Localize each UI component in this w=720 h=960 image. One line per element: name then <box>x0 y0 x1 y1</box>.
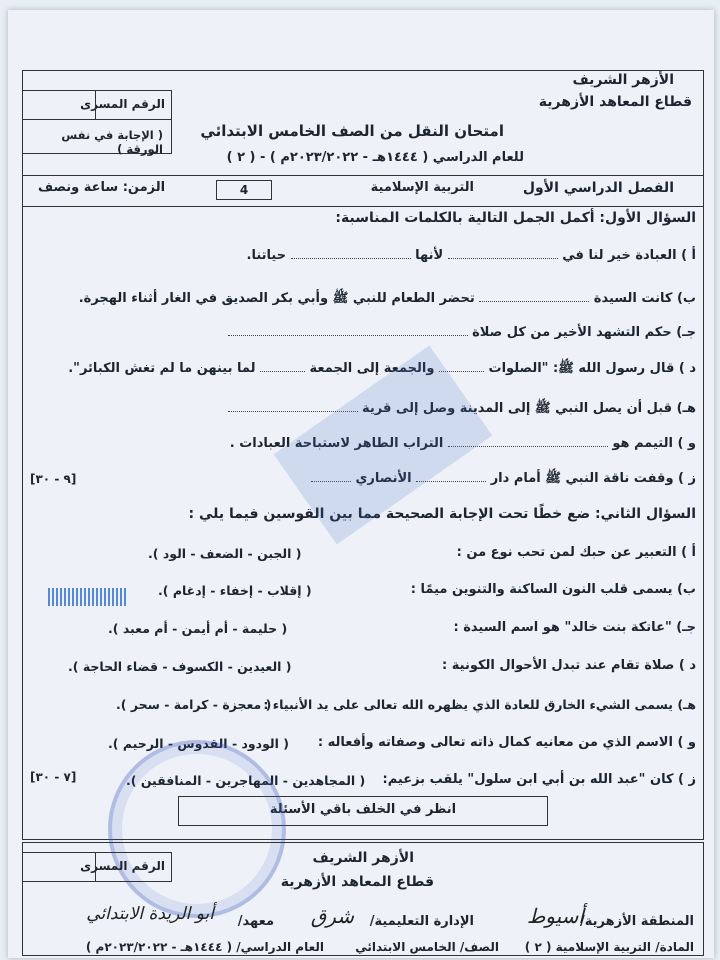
q1-title: السؤال الأول: أكمل الجمل التالية بالكلمات المناسبة: <box>335 210 696 226</box>
q2-options-f[interactable]: ( الودود - القدوس - الرحيم ). <box>108 736 289 751</box>
q2-options-c[interactable]: ( حليمة - أم أيمن - أم معبد ). <box>108 621 288 636</box>
subject-label: التربية الإسلامية <box>370 180 474 195</box>
q1-item-b[interactable]: ب) كانت السيدة تحضر الطعام للنبي ﷺ وأبي بكر الصديق في الغار أثناء الهجرة. <box>78 291 696 306</box>
footer-org-subtitle: قطاع المعاهد الأزهرية <box>280 874 434 890</box>
back-note-box: انظر في الخلف باقي الأسئلة <box>178 796 548 826</box>
divider <box>22 206 704 207</box>
q1-score: [٩ - ٣٠] <box>30 472 77 486</box>
institute-label: معهد/ <box>237 914 274 929</box>
q2-item-b: ب) يسمى قلب النون الساكنة والتنوين ميمًا : <box>410 582 696 597</box>
footer-grade: الصف/ الخامس الابتدائي <box>355 940 499 954</box>
q2-score: [٧ - ٣٠] <box>30 770 77 784</box>
institute-value[interactable]: أبو الريدة الابتدائي <box>86 904 214 924</box>
q2-title: السؤال الثاني: ضع خطًا تحت الإجابة الصحيحة مما بين القوسين فيما يلي : <box>188 506 696 522</box>
q2-item-e: هـ) يسمى الشيء الخارق للعادة الذي يظهره الله تعالى على يد الأنبياء : <box>263 697 696 712</box>
q1-item-g[interactable]: ز ) وقفت ناقة النبي ﷺ أمام دار الأنصاري <box>311 470 696 489</box>
seat-number-label: الرقم المسرى <box>80 97 165 111</box>
term-label: الفصل الدراسي الأول <box>522 180 674 196</box>
exam-sheet <box>8 10 714 958</box>
q2-item-c: جـ) "عاتكة بنت خالد" هو اسم السيدة : <box>453 620 696 635</box>
barcode-sticker <box>48 588 126 606</box>
divider <box>22 175 704 176</box>
q2-options-g[interactable]: ( المجاهدين - المهاجرين - المنافقين ). <box>126 773 366 788</box>
q1-item-f[interactable]: و ) التيمم هو التراب الطاهر لاستباحة العبادات . <box>229 436 696 451</box>
q2-options-b[interactable]: ( إقلاب - إخفاء - إدغام ). <box>158 583 312 598</box>
footer-year: العام الدراسي/ ( ١٤٤٤هـ - ٢٠٢٣/٢٠٢٢م ) <box>85 940 324 954</box>
seat-number-box[interactable] <box>22 90 172 120</box>
q2-item-a: أ ) التعبير عن حبك لمن تحب نوع من : <box>456 545 696 560</box>
org-title: الأزهر الشريف <box>572 72 674 88</box>
q2-item-g: ز ) كان "عبد الله بن أبي ابن سلول" يلقب بزعيم: <box>382 772 696 787</box>
exam-title: امتحان النقل من الصف الخامس الابتدائي <box>200 122 504 140</box>
q1-item-d[interactable]: د ) قال رسول الله ﷺ: "الصلوات والجمعة إلى الجمعة لما بينهن ما لم تغش الكبائر". <box>68 361 696 376</box>
pages-box: 4 <box>216 180 272 200</box>
time-label: الزمن: ساعة ونصف <box>38 180 166 195</box>
admin-label: الإدارة التعليمية/ <box>369 914 474 929</box>
q2-item-d: د ) صلاة تقام عند تبدل الأحوال الكونية : <box>442 658 696 673</box>
footer-subject: المادة/ التربية الإسلامية ( ٢ ) <box>524 940 694 954</box>
answer-note-box: ( الإجابة في نفس الورقة ) <box>22 120 172 154</box>
q2-options-e[interactable]: ( معجزة - كرامة - سحر ). <box>116 697 272 712</box>
q2-options-a[interactable]: ( الجبن - الضعف - الود ). <box>148 546 302 561</box>
q2-options-d[interactable]: ( العيدين - الكسوف - قضاء الحاجة ). <box>68 659 292 674</box>
q2-item-f: و ) الاسم الذي من معانيه كمال ذاته تعالى وصفاته وأفعاله : <box>317 735 696 750</box>
footer-seat-box[interactable]: الرقم المسرى <box>22 852 172 882</box>
org-subtitle: قطاع المعاهد الأزهرية <box>538 94 692 110</box>
q1-item-e[interactable]: هـ) قبل أن يصل النبي ﷺ إلى المدينة وصل إلى قرية <box>228 400 697 419</box>
region-label: المنطقة الأزهرية/ <box>579 914 694 929</box>
region-value[interactable]: أسيوط <box>526 904 584 928</box>
q1-item-c[interactable]: جـ) حكم التشهد الأخير من كل صلاة <box>228 325 696 340</box>
footer-org-title: الأزهر الشريف <box>312 850 414 866</box>
exam-year: للعام الدراسي ( ١٤٤٤هـ - ٢٠٢٣/٢٠٢٢م ) - ( ٢ ) <box>226 150 524 165</box>
q1-item-a[interactable]: أ ) العبادة خير لنا في لأنها حياتنا. <box>246 248 696 263</box>
admin-value[interactable]: شرق <box>310 904 354 928</box>
